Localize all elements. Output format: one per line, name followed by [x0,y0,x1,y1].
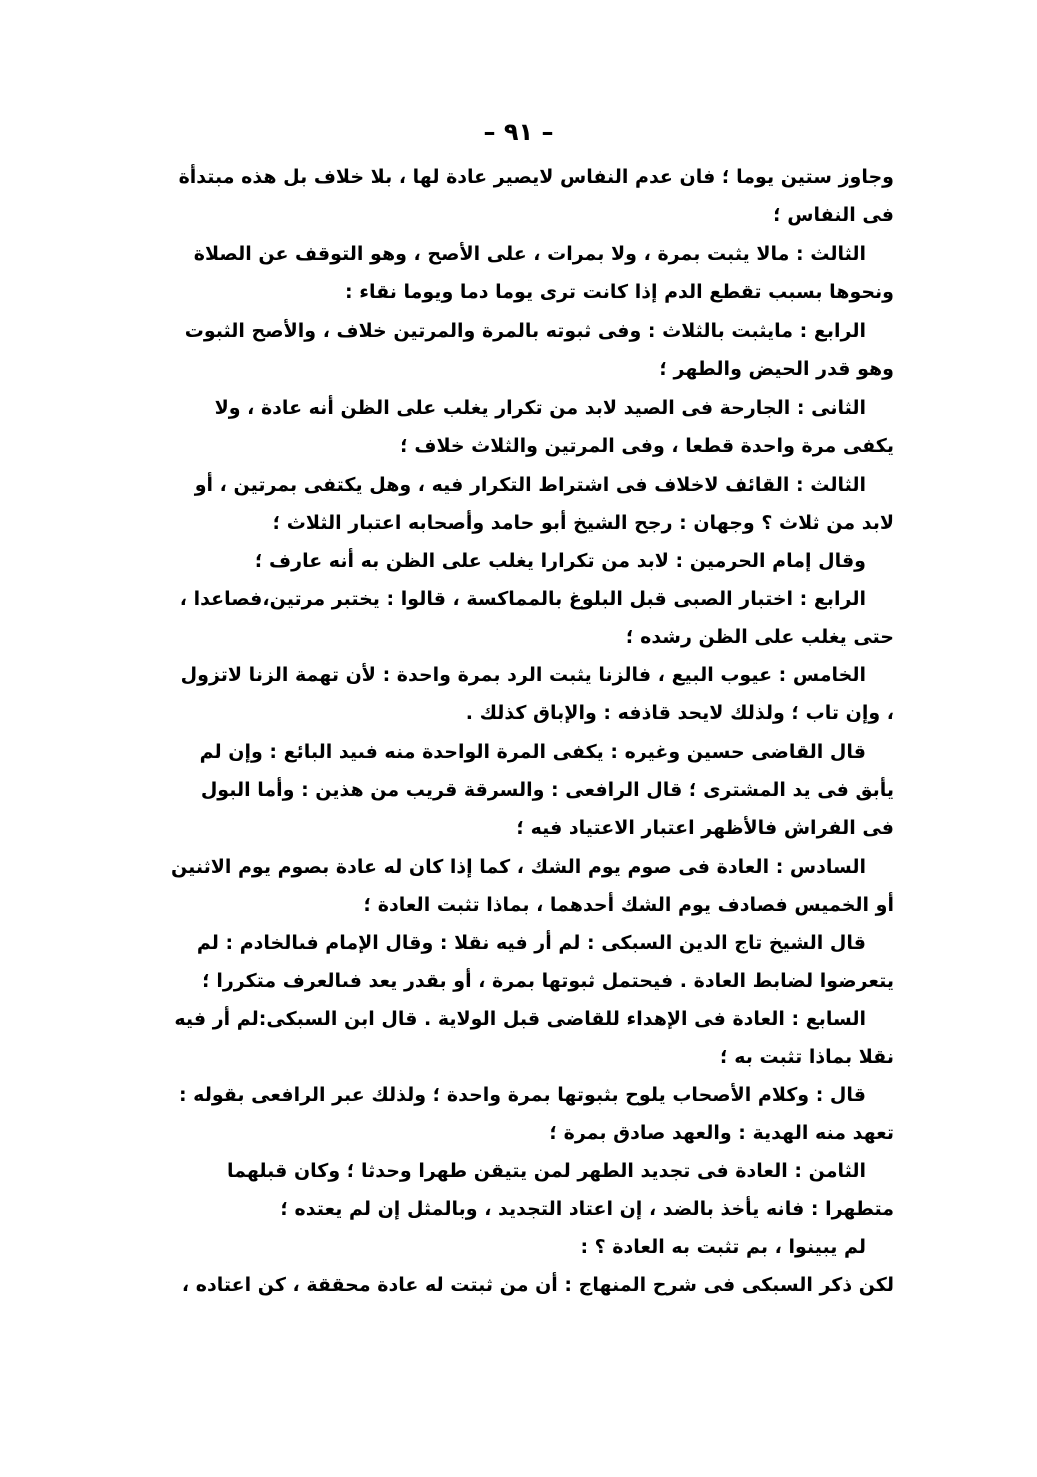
paragraph-9: قال القاضى حسين وغيره : يكفى المرة الواحدة منه فىيد البائع : وإن لم يأبق فى يد المشترى ؛ قال الرافعى : والسرقة قريب من هذين : وأما البول فى الفراش فالأظهر اعتبار الاعتياد فيه ؛ [199,741,894,839]
paragraph-7: الرابع : اختبار الصبى قبل البلوغ بالمماكسة ، قالوا : يختبر مرتين،فصاعدا ، حتى يغلب على الظن رشده ؛ [179,588,894,648]
text-body [168,158,894,1304]
page-number: – ٩١ – [483,118,554,146]
paragraph-10: السادس : العادة فى صوم يوم الشك ، كما إذا كان له عادة بصوم يوم الاثنين أو الخميس فصادف يوم الشك أحدهما ، بماذا تثبت العادة ؛ [170,856,894,916]
paragraph-11: قال الشيخ تاج الدين السبكى : لم أر فيه نقلا : وقال الإمام فىالخادم : لم يتعرضوا لضابط العادة . فيحتمل ثبوتها بمرة ، أو بقدر يعد فىالعرف متكررا ؛ [196,932,894,992]
paragraph-12: السابع : العادة فى الإهداء للقاضى قبل الولاية . قال ابن السبكى:لم أر فيه نقلا بماذا تثبت به ؛ [174,1008,894,1068]
paragraph-2: الثالث : مالا يثبت بمرة ، ولا بمرات ، على الأصح ، وهو التوقف عن الصلاة ونحوها بسبب تقطع الدم إذا كانت ترى يوما دما ويوما نقاء : [193,243,894,303]
paragraph-13: قال : وكلام الأصحاب يلوح بثبوتها بمرة واحدة ؛ ولذلك عبر الرافعى بقوله : تعهد منه الهدية : والعهد صادق بمرة ؛ [178,1084,894,1144]
paragraph-3: الرابع : مايثبت بالثلاث : وفى ثبوته بالمرة والمرتين خلاف ، والأصح الثبوت وهو قدر الحيض والطهر ؛ [184,320,894,380]
paragraph-5: الثالث : القائف لاخلاف فى اشتراط التكرار فيه ، وهل يكتفى بمرتين ، أو لابد من ثلاث ؟ وجهان : رجح الشيخ أبو حامد وأصحابه اعتبار الثلاث ؛ [194,474,894,534]
paragraph-1: وجاوز ستين يوما ؛ فان عدم النفاس لايصير عادة لها ، بلا خلاف بل هذه مبتدأة فى النفاس ؛ [178,166,894,226]
paragraph-8: الخامس : عيوب البيع ، فالزنا يثبت الرد بمرة واحدة : لأن تهمة الزنا لاتزول ، وإن تاب ؛ ولذلك لايحد قاذفه : والإباق كذلك . [180,664,894,724]
paragraph-14: الثامن : العادة فى تجديد الطهر لمن يتيقن طهرا وحدثا ؛ وكان قبلهما متطهرا : فانه يأخذ بالضد ، إن اعتاد التجديد ، وبالمثل إن لم يعتده ؛ [226,1160,894,1220]
paragraph-15: لم يبينوا ، بم تثبت به العادة ؟ : [580,1236,866,1258]
paragraph-6: وقال إمام الحرمين : لابد من تكرارا يغلب على الظن به أنه عارف ؛ [254,550,866,572]
paragraph-16: لكن ذكر السبكى فى شرح المنهاج : أن من ثبتت له عادة محققة ، كن اعتاده ، [181,1274,894,1296]
paragraph-4: الثانى : الجارحة فى الصيد لابد من تكرار يغلب على الظن أنه عادة ، ولا يكفى مرة واحدة قطعا ، وفى المرتين والثلاث خلاف ؛ [214,397,894,457]
